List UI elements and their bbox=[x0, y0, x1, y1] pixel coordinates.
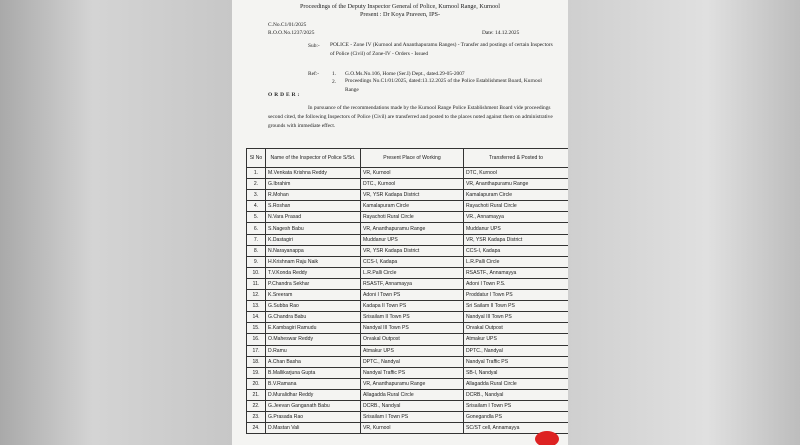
cell-name: K.Dastagiri bbox=[266, 234, 361, 245]
cell-present-place: Srisailam II Town PS bbox=[361, 312, 464, 323]
cell-name: S.Roshan bbox=[266, 201, 361, 212]
cell-transferred-to: VR, Ananthapuramu Range bbox=[464, 179, 569, 190]
blurred-background-left bbox=[0, 0, 232, 445]
red-stamp-mark bbox=[535, 431, 559, 445]
cell-sl-no: 22. bbox=[247, 400, 266, 411]
cell-sl-no: 20. bbox=[247, 378, 266, 389]
cell-name: T.V.Konda Reddy bbox=[266, 267, 361, 278]
cell-transferred-to: Proddatur I Town PS bbox=[464, 290, 569, 301]
subject-text: POLICE - Zone IV (Kurnool and Ananthapuramu Ranges) - Transfer and postings of certain Inspectors of Police (Civil) of Zone-IV - Orders - Issued bbox=[330, 42, 553, 57]
cell-transferred-to: Gonegandla PS bbox=[464, 412, 569, 423]
order-paragraph: In pursuance of the recommendations made by the Kurnool Range Police Establishment Board vide proceedings second cited, the following Inspectors of Police (Civil) are transferred and posted to the places noted against them on administrative grounds with immediate effect. bbox=[268, 105, 553, 129]
cell-name: O.Maheswar Reddy bbox=[266, 334, 361, 345]
table-row bbox=[247, 301, 569, 312]
table-row bbox=[247, 245, 569, 256]
cell-name: D.Ramu bbox=[266, 345, 361, 356]
table-row bbox=[247, 267, 569, 278]
cell-present-place: Rayachoti Rural Circle bbox=[361, 212, 464, 223]
table-row bbox=[247, 367, 569, 378]
cell-sl-no: 18. bbox=[247, 356, 266, 367]
cell-transferred-to: Srisailam I Town PS bbox=[464, 400, 569, 411]
cell-sl-no: 15. bbox=[247, 323, 266, 334]
cell-transferred-to: Rayachoti Rural Circle bbox=[464, 201, 569, 212]
cell-present-place: Allagadda Rural Circle bbox=[361, 389, 464, 400]
cell-name: D.Muralidhar Reddy bbox=[266, 389, 361, 400]
document-page bbox=[232, 0, 568, 445]
cell-present-place: VR, Ananthapuramu Range bbox=[361, 378, 464, 389]
cell-present-place: Nandyal Traffic PS bbox=[361, 367, 464, 378]
table-row bbox=[247, 345, 569, 356]
cell-transferred-to: L.R.Palli Circle bbox=[464, 256, 569, 267]
cell-present-place: Srisailam I Town PS bbox=[361, 412, 464, 423]
table-row bbox=[247, 278, 569, 289]
cell-name: S.Nagesh Babu bbox=[266, 223, 361, 234]
cell-name: D.Mastan Vali bbox=[266, 423, 361, 434]
cell-name: N.Vara Prasad bbox=[266, 212, 361, 223]
cell-transferred-to: Nandyal Traffic PS bbox=[464, 356, 569, 367]
cell-transferred-to: RSASTF., Annamayya bbox=[464, 267, 569, 278]
table-row bbox=[247, 412, 569, 423]
cell-name: A.Chan Basha bbox=[266, 356, 361, 367]
table-row bbox=[247, 179, 569, 190]
table-row bbox=[247, 212, 569, 223]
cell-name: R.Mohan bbox=[266, 190, 361, 201]
cell-present-place: VR, YSR Kadapa District bbox=[361, 190, 464, 201]
cell-sl-no: 8. bbox=[247, 245, 266, 256]
table-row bbox=[247, 389, 569, 400]
table-header-row bbox=[247, 149, 569, 168]
cell-transferred-to: Atmakur UPS bbox=[464, 334, 569, 345]
presenting-officer: Present : Dr Koya Praveen, IPS- bbox=[359, 11, 441, 18]
cell-present-place: Nandyal III Town PS bbox=[361, 323, 464, 334]
cell-transferred-to: Orvakal Outpost bbox=[464, 323, 569, 334]
cell-present-place: Atmakur UPS bbox=[361, 345, 464, 356]
table-row bbox=[247, 423, 569, 434]
cell-sl-no: 23. bbox=[247, 412, 266, 423]
cell-present-place: VR, Kurnool bbox=[361, 423, 464, 434]
cell-present-place: L.R.Palli Circle bbox=[361, 267, 464, 278]
table-row bbox=[247, 400, 569, 411]
cell-sl-no: 13. bbox=[247, 301, 266, 312]
cell-present-place: DTC., Kurnool bbox=[361, 179, 464, 190]
cell-present-place: VR, Kurnool bbox=[361, 168, 464, 179]
cell-present-place: RSASTF, Annamayya bbox=[361, 278, 464, 289]
order-heading: ORDER: bbox=[268, 92, 302, 98]
cell-sl-no: 2. bbox=[247, 179, 266, 190]
reference-1-text: G.O.Ms.No.106, Home (Ser.I) Dept., dated.29-05-2007 bbox=[345, 71, 465, 77]
header-name: Name of the Inspector of Police S/Sri. bbox=[266, 149, 361, 168]
reference-label: Ref:- bbox=[308, 71, 320, 77]
cell-sl-no: 19. bbox=[247, 367, 266, 378]
cell-name: G.Jeevan Ganganath Babu bbox=[266, 400, 361, 411]
cell-sl-no: 11. bbox=[247, 278, 266, 289]
cell-sl-no: 1. bbox=[247, 168, 266, 179]
cell-sl-no: 14. bbox=[247, 312, 266, 323]
table-row bbox=[247, 334, 569, 345]
cell-transferred-to: Sri Sailam II Town PS bbox=[464, 301, 569, 312]
cell-sl-no: 5. bbox=[247, 212, 266, 223]
reference-2-number: 2. bbox=[332, 79, 337, 85]
cell-transferred-to: CCS-I, Kadapa bbox=[464, 245, 569, 256]
cell-transferred-to: DCRB., Nandyal bbox=[464, 389, 569, 400]
cell-sl-no: 21. bbox=[247, 389, 266, 400]
cell-transferred-to: Nandyal III Town PS bbox=[464, 312, 569, 323]
cell-sl-no: 10. bbox=[247, 267, 266, 278]
cell-name: G.Subba Rao bbox=[266, 301, 361, 312]
cell-present-place: CCS-I, Kadapa bbox=[361, 256, 464, 267]
cell-present-place: Kadapa II Town PS bbox=[361, 301, 464, 312]
cell-transferred-to: Adoni I Town P.S. bbox=[464, 278, 569, 289]
blurred-background-right bbox=[568, 0, 800, 445]
header-present-place: Present Place of Working bbox=[361, 149, 464, 168]
cell-present-place: DPTC., Nandyal bbox=[361, 356, 464, 367]
cell-sl-no: 3. bbox=[247, 190, 266, 201]
cell-name: G.Ibrahim bbox=[266, 179, 361, 190]
cell-transferred-to: VR, YSR Kadapa District bbox=[464, 234, 569, 245]
transfer-table bbox=[246, 148, 568, 434]
table-row bbox=[247, 201, 569, 212]
cell-name: G.Prasada Rao bbox=[266, 412, 361, 423]
cell-sl-no: 17. bbox=[247, 345, 266, 356]
table-row bbox=[247, 290, 569, 301]
cell-sl-no: 12. bbox=[247, 290, 266, 301]
table-row bbox=[247, 312, 569, 323]
header-sl-no: Sl No bbox=[247, 149, 266, 168]
table-row bbox=[247, 256, 569, 267]
cell-name: B.V.Ramana bbox=[266, 378, 361, 389]
cell-present-place: Kamalapuram Circle bbox=[361, 201, 464, 212]
cell-transferred-to: SC/ST cell, Annamayya bbox=[464, 423, 569, 434]
cell-present-place: Muddanur UPS bbox=[361, 234, 464, 245]
cell-present-place: Adoni I Town PS bbox=[361, 290, 464, 301]
cell-sl-no: 9. bbox=[247, 256, 266, 267]
cell-sl-no: 16. bbox=[247, 334, 266, 345]
order-date: Date: 14.12.2025 bbox=[482, 30, 520, 36]
cell-name: B.Mallikarjuna Gupta bbox=[266, 367, 361, 378]
cell-sl-no: 6. bbox=[247, 223, 266, 234]
cell-transferred-to: SB-I, Nandyal bbox=[464, 367, 569, 378]
cell-name: P.Chandra Sekhar bbox=[266, 278, 361, 289]
cell-name: K.Sreeram bbox=[266, 290, 361, 301]
cell-present-place: VR, YSR Kadapa District bbox=[361, 245, 464, 256]
table-row bbox=[247, 323, 569, 334]
cell-transferred-to: Kamalapuram Circle bbox=[464, 190, 569, 201]
roo-number: R.O.O.No.1237/2025 bbox=[268, 30, 315, 36]
cell-name: M.Venkata Krishna Reddy bbox=[266, 168, 361, 179]
table-row bbox=[247, 223, 569, 234]
reference-2-text: Proceedings No.C1/01/2025, dated:13.12.2025 of the Police Establishment Board, Kurnool Range bbox=[345, 78, 542, 93]
reference-1-number: 1. bbox=[332, 71, 337, 77]
cell-present-place: VR, Ananthapuramu Range bbox=[361, 223, 464, 234]
header-transferred-to: Transferred & Posted to bbox=[464, 149, 569, 168]
cell-transferred-to: Muddanur UPS bbox=[464, 223, 569, 234]
cell-name: E.Kambagiri Ramudu bbox=[266, 323, 361, 334]
cell-name: N.Narayanappa bbox=[266, 245, 361, 256]
cell-transferred-to: DTC, Kurnool bbox=[464, 168, 569, 179]
cell-transferred-to: Allagadda Rural Circle bbox=[464, 378, 569, 389]
proceedings-title: Proceedings of the Deputy Inspector General of Police, Kurnool Range, Kurnool bbox=[299, 3, 500, 10]
cell-sl-no: 24. bbox=[247, 423, 266, 434]
table-row bbox=[247, 234, 569, 245]
table-row bbox=[247, 356, 569, 367]
cell-sl-no: 7. bbox=[247, 234, 266, 245]
table-row bbox=[247, 190, 569, 201]
cell-present-place: DCRB., Nandyal bbox=[361, 400, 464, 411]
c-number: C.No.C1/01/2025 bbox=[268, 22, 307, 28]
table-row bbox=[247, 378, 569, 389]
table-row bbox=[247, 168, 569, 179]
cell-transferred-to: DPTC., Nandyal bbox=[464, 345, 569, 356]
subject-label: Sub:- bbox=[308, 43, 320, 49]
cell-sl-no: 4. bbox=[247, 201, 266, 212]
cell-name: G.Chandra Babu bbox=[266, 312, 361, 323]
cell-present-place: Orvakal Outpost bbox=[361, 334, 464, 345]
cell-transferred-to: VR., Annamayya bbox=[464, 212, 569, 223]
cell-name: H.Krishnam Raju Naik bbox=[266, 256, 361, 267]
